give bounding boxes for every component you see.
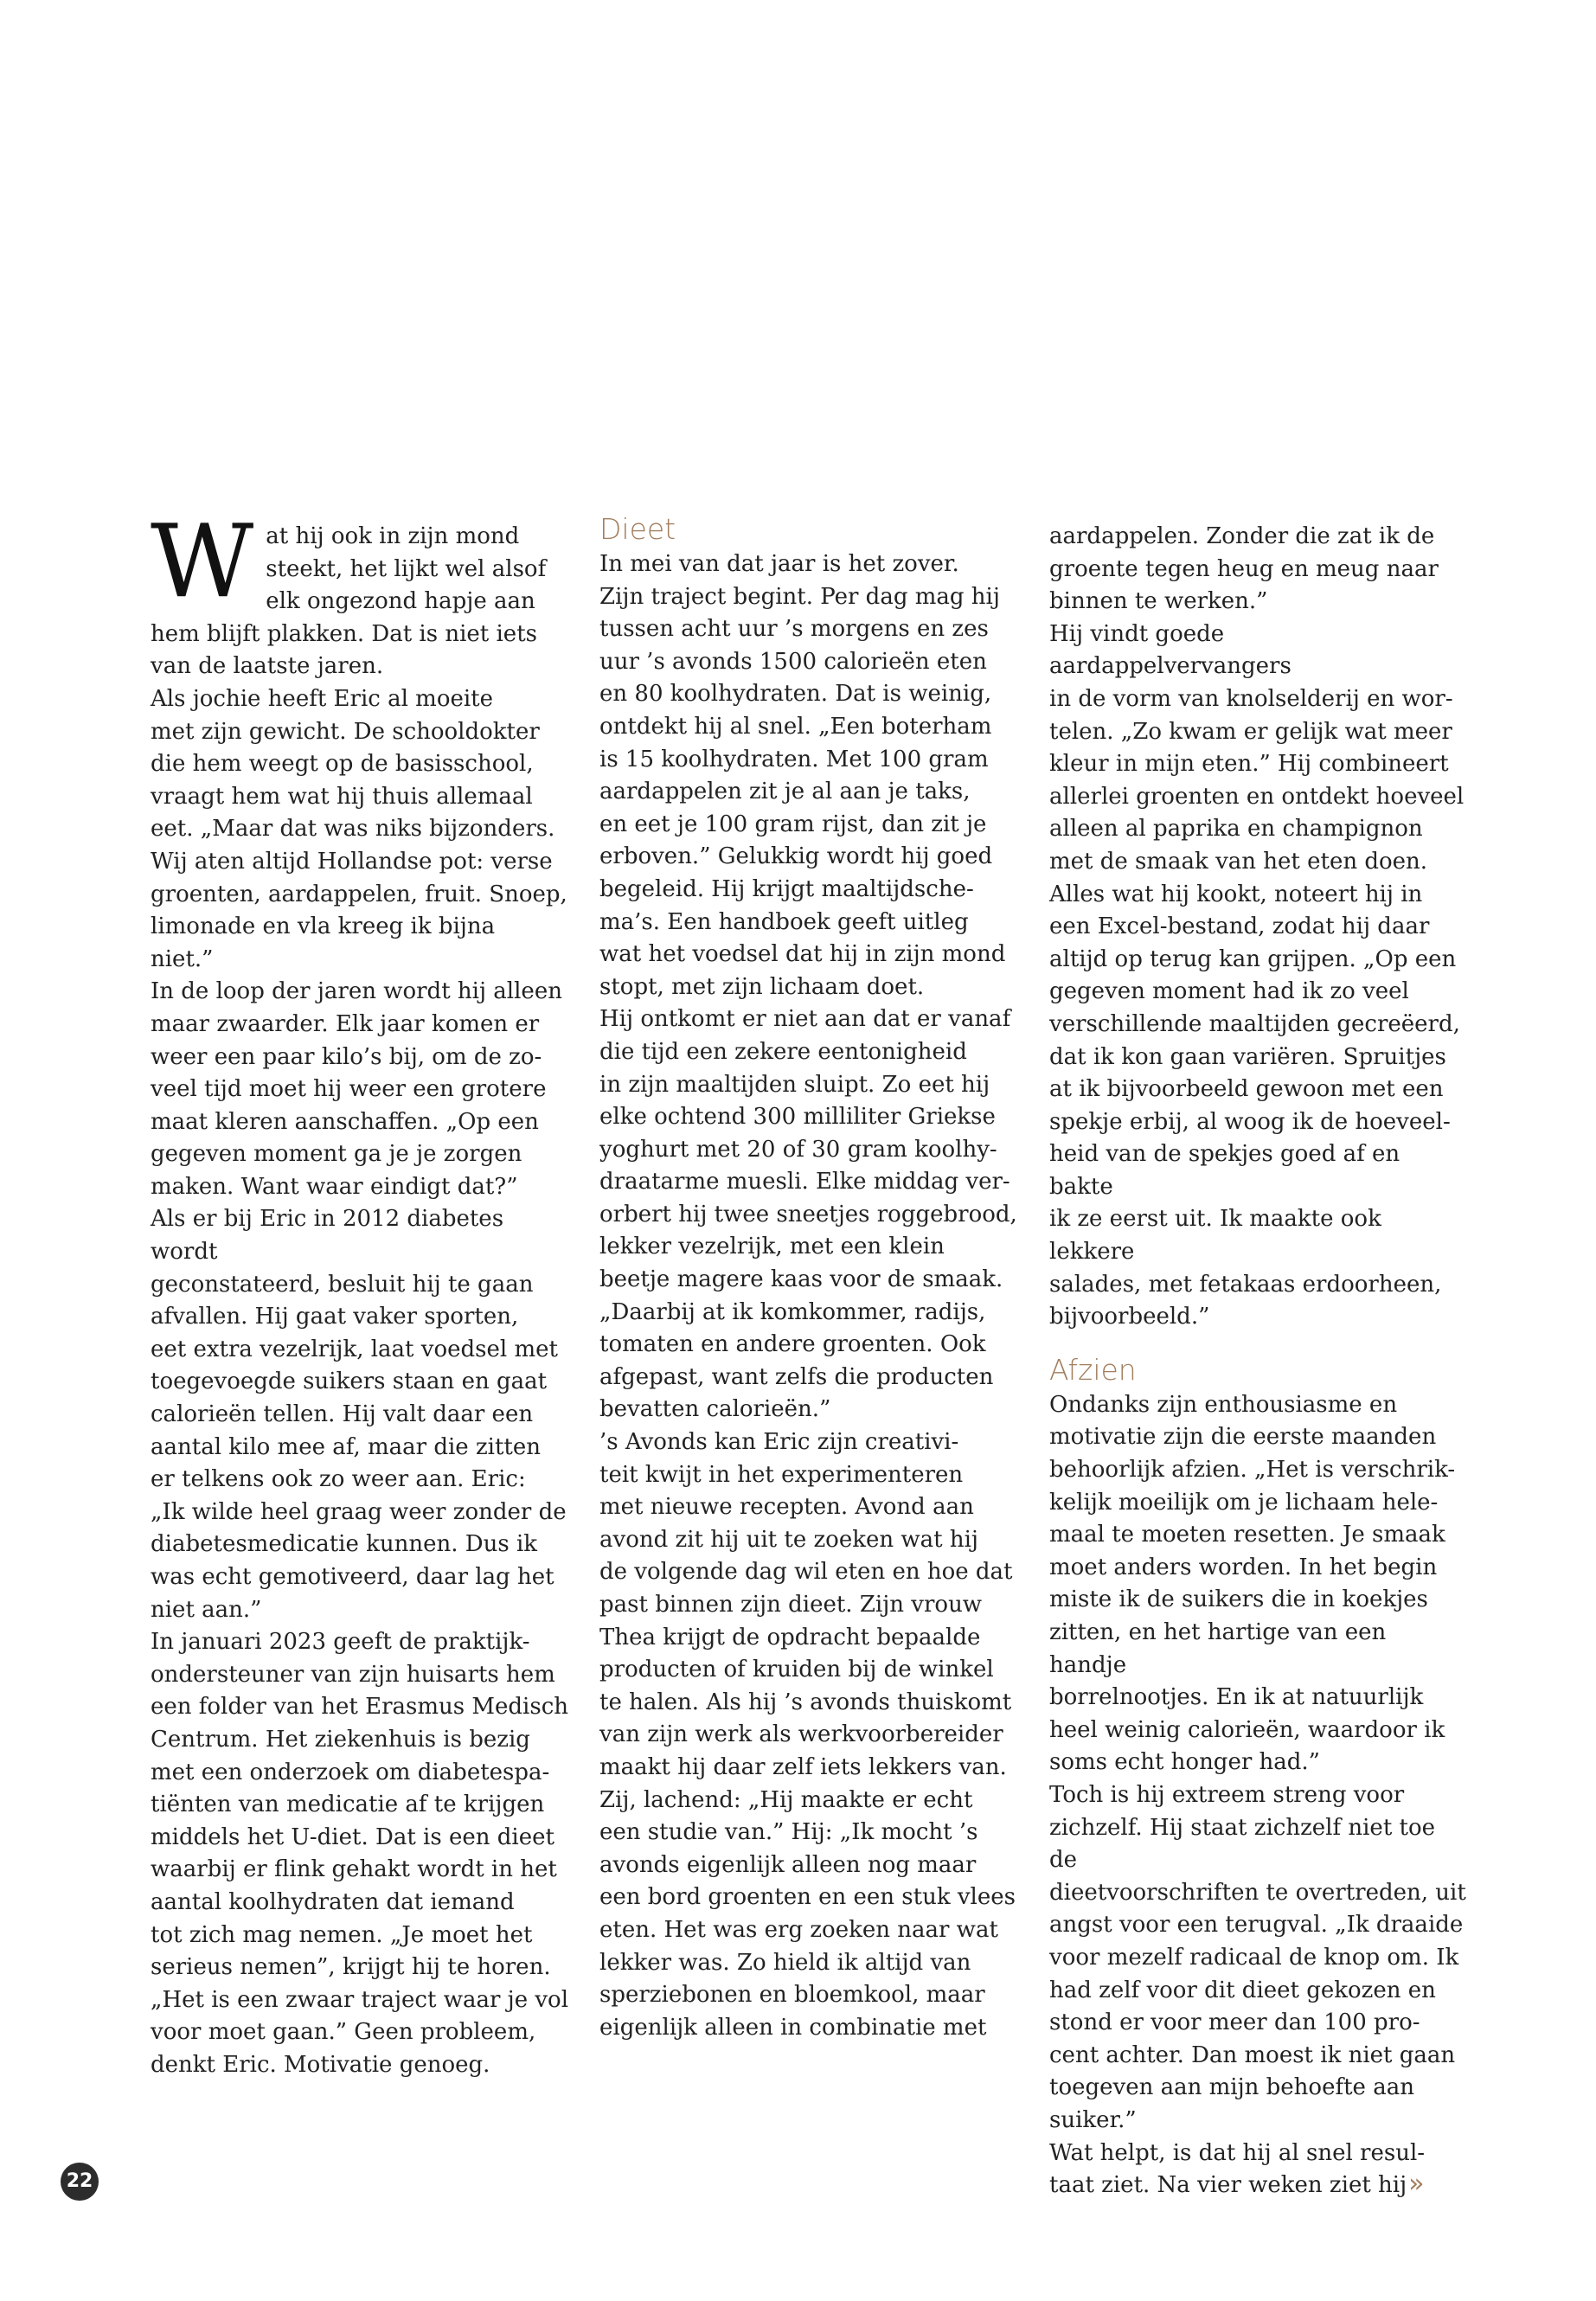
article-column-2 xyxy=(599,512,1019,2044)
paragraph: Hij ontkomt er niet aan dat er vanaf die tijd een zekere eentonigheid in zijn maaltijden sluipt. Zo eet hij elke ochtend 300 milliliter Griekse yoghurt met 20 of 30 gram koolhy- draatarme muesli. Elke middag ver- orbert hij twee sneetjes roggebrood, lekker vezelrijk, met een klein beetje magere kaas voor de smaak. „Daarbij at ik komkommer, radijs, tomaten en andere groenten. Ook afgepast, want zelfs die producten bevatten calorieën.” xyxy=(599,1006,1017,1423)
paragraph: In januari 2023 geeft de praktijk- ondersteuner van zijn huisarts hem een folder van het Erasmus Medisch Centrum. Het ziekenhuis is bezig met een onderzoek om diabetespa- tiënten van medicatie af te krijgen middels het U-diet. Dat is een dieet waarbij er flink gehakt wordt in het aantal koolhydraten dat iemand tot zich mag nemen. „Je moet het serieus nemen”, krijgt hij te horen. „Het is een zwaar traject waar je vol voor moet gaan.” Geen probleem, denkt Eric. Motivatie genoeg. xyxy=(151,1629,569,2078)
paragraph: In de loop der jaren wordt hij alleen maar zwaarder. Elk jaar komen er weer een paar kilo’s bij, om de zo- veel tijd moet hij weer een grotere maat kleren aanschaffen. „Op een gegeven moment ga je je zorgen maken. Want waar eindigt dat?” xyxy=(151,978,562,1200)
paragraph-last xyxy=(1049,2138,1469,2202)
paragraph: ’s Avonds kan Eric zijn creativi- teit kwijt in het experimenteren met nieuwe recepten. Avond aan avond zit hij uit te zoeken wat hij de volgende dag wil eten en hoe dat past binnen zijn dieet. Zijn vrouw Thea krijgt de opdracht bepaalde producten of kruiden bij de winkel te halen. Als hij ’s avonds thuiskomt van zijn werk als werkvoorbereider maakt hij daar zelf iets lekkers van. Zij, lachend: „Hij maakte er echt een studie van.” Hij: „Ik mocht ’s avonds eigenlijk alleen nog maar een bord groenten en een stuk vlees eten. Het was erg zoeken naar wat lekker was. Zo hield ik altijd van sperziebonen en bloemkool, maar eigenlijk alleen in combinatie met xyxy=(599,1429,1016,2041)
paragraph: Ondanks zijn enthousiasme en motivatie zijn die eerste maanden behoorlijk afzien. „Het is verschrik- kelijk moeilijk om je lichaam hele- maal te moeten resetten. Je smaak moet anders worden. In het begin miste ik de suikers die in koekjes zitten, en het hartige van een handje borrelnootjes. En ik at natuurlijk heel weinig calorieën, waardoor ik soms echt honger had.” xyxy=(1049,1391,1456,1776)
article-column-3 xyxy=(1049,521,1469,2202)
paragraph: Als jochie heeft Eric al moeite met zijn gewicht. De schooldokter die hem weegt op de basisschool, vraagt hem wat hij thuis allemaal eet. „Maar dat was niks bijzonders. Wij aten altijd Hollandse pot: verse groenten, aardappelen, fruit. Snoep, limonade en vla kreeg ik bijna niet.” xyxy=(151,685,567,972)
lead-text: at hij ook in zijn mond steekt, het lijkt wel alsof elk ongezond hapje aan hem blijft plakken. Dat is niet iets van de laatste jaren. xyxy=(151,523,547,680)
paragraph-text: Wat helpt, is dat hij al snel resul- taat ziet. Na vier weken ziet hij xyxy=(1049,2139,1426,2199)
section-heading-afzien: Afzien xyxy=(1049,1352,1137,1387)
page-number-badge: 22 xyxy=(61,2163,99,2201)
continue-arrow-icon: » xyxy=(1408,2169,1425,2200)
section-heading-dieet: Dieet xyxy=(599,512,676,546)
paragraph: Toch is hij extreem streng voor zichzelf. Hij staat zichzelf niet toe de dieetvoorschriften te overtreden, uit angst voor een terugval. „Ik draaide voor mezelf radicaal de knop om. Ik had zelf voor dit dieet gekozen en stond er voor meer dan 100 pro- cent achter. Dan moest ik niet gaan toegeven aan mijn behoefte aan suiker.” xyxy=(1049,1781,1466,2133)
paragraph: Als er bij Eric in 2012 diabetes wordt geconstateerd, besluit hij te gaan afvallen. Hij gaat vaker sporten, eet extra vezelrijk, laat voedsel met toegevoegde suikers staan en gaat calorieën tellen. Hij valt daar een aantal kilo mee af, maar die zitten er telkens ook zo weer aan. Eric: „Ik wilde heel graag weer zonder de diabetesmedicatie kunnen. Dus ik was echt gemotiveerd, daar lag het niet aan.” xyxy=(151,1206,567,1623)
drop-cap: W xyxy=(151,503,254,620)
paragraph: Hij vindt goede aardappelvervangers in de vorm van knolselderij en wor- telen. „Zo kwam er gelijk wat meer kleur in mijn eten.” Hij combineert allerlei groenten en ontdekt hoeveel alleen al paprika en champignon met de smaak van het eten doen. Alles wat hij kookt, noteert hij in een Excel-bestand, zodat hij daar altijd op terug kan grijpen. „Op een gegeven moment had ik zo veel verschillende maaltijden gecreëerd, dat ik kon gaan variëren. Spruitjes at ik bijvoorbeeld gewoon met een spekje erbij, al woog ik de hoeveel- heid van de spekjes goed af en bakte ik ze eerst uit. Ik maakte ook lekkere salades, met fetakaas erdoorheen, bijvoorbeeld.” xyxy=(1049,620,1465,1330)
lead-paragraph xyxy=(151,503,570,683)
article-column-1 xyxy=(151,503,570,2082)
paragraph: In mei van dat jaar is het zover. Zijn traject begint. Per dag mag hij tussen acht uur ’s morgens en zes uur ’s avonds 1500 calorieën eten en 80 koolhydraten. Dat is weinig, ontdekt hij al snel. „Een boterham is 15 koolhydraten. Met 100 gram aardappelen zit je al aan je taks, en eet je 100 gram rijst, dan zit je erboven.” Gelukkig wordt hij goed begeleid. Hij krijgt maaltijdsche- ma’s. Een handboek geeft uitleg wat het voedsel dat hij in zijn mond stopt, met zijn lichaam doet. xyxy=(599,551,1006,1000)
paragraph: aardappelen. Zonder die zat ik de groente tegen heug en meug naar binnen te werken.” xyxy=(1049,523,1439,615)
